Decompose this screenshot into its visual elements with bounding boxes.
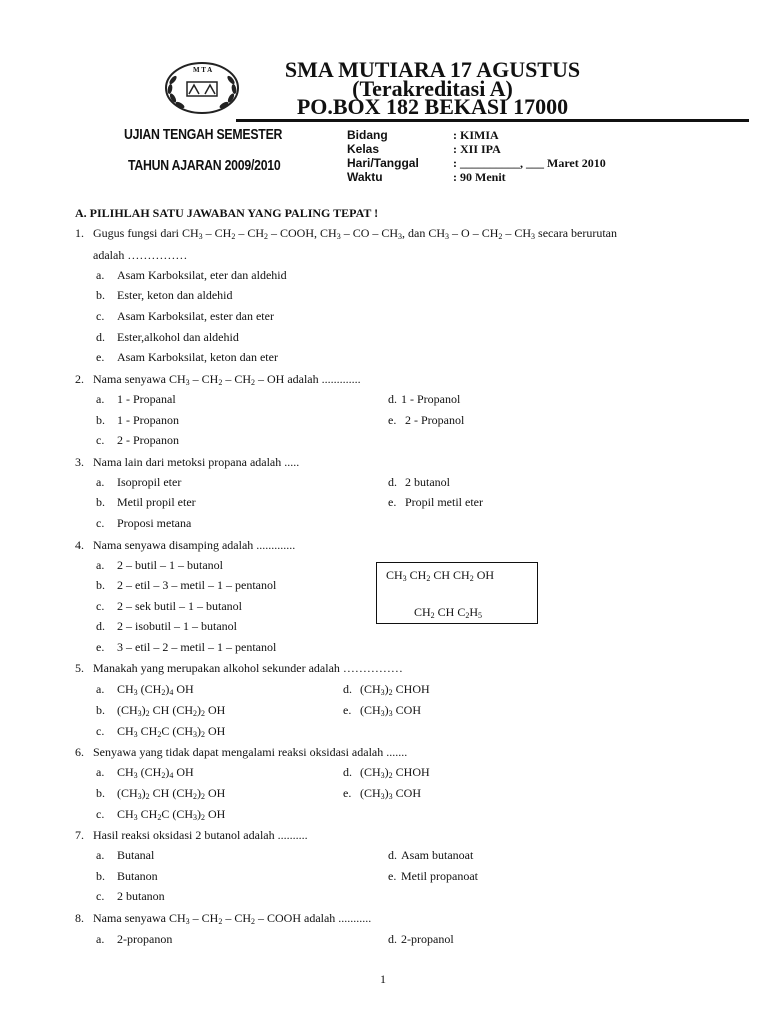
info-label-waktu: Waktu bbox=[347, 170, 383, 184]
question-3-number: 3. bbox=[75, 455, 84, 469]
q3-option-b[interactable]: Metil propil eter bbox=[117, 495, 196, 509]
question-2-text: Nama senyawa $CH_3 - CH_2 - CH_2$ – OH adalah ............. bbox=[93, 372, 361, 387]
q6-option-letter: c. bbox=[96, 807, 105, 821]
question-5-number: 5. bbox=[75, 661, 84, 675]
q5-option-letter: e. bbox=[343, 703, 352, 717]
q2-option-d[interactable]: 1 - Propanol bbox=[401, 392, 461, 406]
q7-option-a[interactable]: Butanal bbox=[117, 848, 155, 862]
q2-option-c[interactable]: 2 - Propanon bbox=[117, 433, 179, 447]
structure-line-2: $CH_2$ CH $C_2H_5$ bbox=[414, 605, 483, 620]
q5-option-letter: b. bbox=[96, 703, 105, 717]
q1-option-a[interactable]: Asam Karboksilat, eter dan aldehid bbox=[117, 268, 287, 282]
q4-option-a[interactable]: 2 – butil – 1 – butanol bbox=[117, 558, 223, 572]
q6-option-letter: d. bbox=[343, 765, 352, 779]
q4-option-letter: d. bbox=[96, 619, 105, 633]
q6-option-c[interactable]: $CH_3$ $CH_2C$ $(CH_3)_2$ OH bbox=[117, 807, 226, 822]
q5-option-letter: a. bbox=[96, 682, 105, 696]
question-7-text: Hasil reaksi oksidasi 2 butanol adalah .......... bbox=[93, 828, 308, 842]
q7-option-letter: c. bbox=[96, 889, 105, 903]
question-7-number: 7. bbox=[75, 828, 84, 842]
q2-option-e[interactable]: 2 - Propanol bbox=[405, 413, 465, 427]
q4-option-e[interactable]: 3 – etil – 2 – metil – 1 – pentanol bbox=[117, 640, 277, 654]
q3-option-c[interactable]: Proposi metana bbox=[117, 516, 192, 530]
section-a-title: A. PILIHLAH SATU JAWABAN YANG PALING TEPAT ! bbox=[75, 206, 379, 220]
q4-option-letter: e. bbox=[96, 640, 105, 654]
q3-option-letter: d. bbox=[388, 475, 397, 489]
q1-option-letter: e. bbox=[96, 350, 105, 364]
q1-option-letter: c. bbox=[96, 309, 105, 323]
logo-text: M T A bbox=[193, 66, 213, 74]
q6-option-a[interactable]: $CH_3$ $(CH_2)_4$ OH bbox=[117, 765, 194, 780]
q4-option-c[interactable]: 2 – sek butil – 1 – butanol bbox=[117, 599, 242, 613]
q5-option-letter: d. bbox=[343, 682, 352, 696]
q3-option-letter: e. bbox=[388, 495, 397, 509]
q6-option-d[interactable]: $(CH_3)_2$ CHOH bbox=[360, 765, 430, 780]
q2-option-letter: a. bbox=[96, 392, 105, 406]
q6-option-letter: b. bbox=[96, 786, 105, 800]
q5-option-d[interactable]: $(CH_3)_2$ CHOH bbox=[360, 682, 430, 697]
question-8-text: Nama senyawa $CH_3 - CH_2 - CH_2$ – COOH adalah ........... bbox=[93, 911, 372, 926]
info-label-kelas: Kelas bbox=[347, 142, 380, 156]
info-value-waktu: : 90 Menit bbox=[453, 170, 506, 184]
q2-option-a[interactable]: 1 - Propanal bbox=[117, 392, 176, 406]
q4-option-letter: a. bbox=[96, 558, 105, 572]
q5-option-letter: c. bbox=[96, 724, 105, 738]
q1-option-c[interactable]: Asam Karboksilat, ester dan eter bbox=[117, 309, 274, 323]
question-8-number: 8. bbox=[75, 911, 84, 925]
info-label-bidang: Bidang bbox=[347, 128, 388, 142]
q4-option-letter: b. bbox=[96, 578, 105, 592]
exam-title-line1: UJIAN TENGAH SEMESTER bbox=[124, 126, 283, 143]
q5-option-b[interactable]: $(CH_3)_2$ CH $(CH_2)_2$ OH bbox=[117, 703, 226, 718]
q7-option-letter: b. bbox=[96, 869, 105, 883]
q3-option-letter: a. bbox=[96, 475, 105, 489]
q5-option-c[interactable]: $CH_3$ $CH_2C$ $(CH_3)_2$ OH bbox=[117, 724, 226, 739]
structure-line-1: $CH_3$ $CH_2$ CH $CH_2$ OH bbox=[386, 568, 495, 583]
q7-option-letter: e. bbox=[388, 869, 397, 883]
q7-option-letter: a. bbox=[96, 848, 105, 862]
question-5-text: Manakah yang merupakan alkohol sekunder adalah …………… bbox=[93, 661, 403, 675]
school-name: SMA MUTIARA 17 AGUSTUS bbox=[284, 57, 581, 82]
q2-option-letter: b. bbox=[96, 413, 105, 427]
school-address: PO.BOX 182 BEKASI 17000 bbox=[296, 94, 569, 119]
q3-option-letter: b. bbox=[96, 495, 105, 509]
question-2-number: 2. bbox=[75, 372, 84, 386]
q7-option-c[interactable]: 2 butanon bbox=[117, 889, 165, 903]
accreditation: (Terakreditasi A) bbox=[352, 76, 513, 101]
q7-option-e[interactable]: Metil propanoat bbox=[401, 869, 478, 883]
info-label-hari: Hari/Tanggal bbox=[347, 156, 419, 170]
q2-option-letter: d. bbox=[388, 392, 397, 406]
q4-option-b[interactable]: 2 – etil – 3 – metil – 1 – pentanol bbox=[117, 578, 277, 592]
question-6-number: 6. bbox=[75, 745, 84, 759]
q4-option-letter: c. bbox=[96, 599, 105, 613]
q8-option-a[interactable]: 2-propanon bbox=[117, 932, 173, 946]
q7-option-letter: d. bbox=[388, 848, 397, 862]
question-1-number: 1. bbox=[75, 226, 84, 240]
q5-option-e[interactable]: $(CH_3)_3$ COH bbox=[360, 703, 422, 718]
info-value-bidang: : KIMIA bbox=[453, 128, 499, 142]
info-value-hari: : __________, ___ Maret 2010 bbox=[453, 156, 606, 170]
q8-option-letter: a. bbox=[96, 932, 105, 946]
q4-option-d[interactable]: 2 – isobutil – 1 – butanol bbox=[117, 619, 237, 633]
q1-option-e[interactable]: Asam Karboksilat, keton dan eter bbox=[117, 350, 278, 364]
q3-option-d[interactable]: 2 butanol bbox=[405, 475, 450, 489]
q1-option-d[interactable]: Ester,alkohol dan aldehid bbox=[117, 330, 239, 344]
q3-option-letter: c. bbox=[96, 516, 105, 530]
q2-option-letter: c. bbox=[96, 433, 105, 447]
q6-option-letter: e. bbox=[343, 786, 352, 800]
q7-option-b[interactable]: Butanon bbox=[117, 869, 158, 883]
info-value-kelas: : XII IPA bbox=[453, 142, 501, 156]
question-1-text-cont: adalah …………… bbox=[93, 248, 188, 262]
q7-option-d[interactable]: Asam butanoat bbox=[401, 848, 474, 862]
header-divider bbox=[236, 119, 749, 122]
q2-option-b[interactable]: 1 - Propanon bbox=[117, 413, 179, 427]
q8-option-d[interactable]: 2-propanol bbox=[401, 932, 454, 946]
question-4-text: Nama senyawa disamping adalah ............. bbox=[93, 538, 296, 552]
q1-option-letter: a. bbox=[96, 268, 105, 282]
q1-option-b[interactable]: Ester, keton dan aldehid bbox=[117, 288, 233, 302]
q5-option-a[interactable]: $CH_3$ $(CH_2)_4$ OH bbox=[117, 682, 194, 697]
question-4-number: 4. bbox=[75, 538, 84, 552]
q1-option-letter: d. bbox=[96, 330, 105, 344]
q8-option-letter: d. bbox=[388, 932, 397, 946]
q6-option-letter: a. bbox=[96, 765, 105, 779]
q6-option-e[interactable]: $(CH_3)_3$ COH bbox=[360, 786, 422, 801]
q2-option-letter: e. bbox=[388, 413, 397, 427]
q3-option-a[interactable]: Isopropil eter bbox=[117, 475, 182, 489]
question-6-text: Senyawa yang tidak dapat mengalami reaksi oksidasi adalah ....... bbox=[93, 745, 408, 759]
structure-box bbox=[376, 562, 538, 624]
q3-option-e[interactable]: Propil metil eter bbox=[405, 495, 483, 509]
question-3-text: Nama lain dari metoksi propana adalah ..... bbox=[93, 455, 300, 469]
question-1-text: Gugus fungsi dari $CH_3 - CH_2 - CH_2$ – COOH, $CH_3$ – CO – $CH_3$, dan $CH_3$ – O – $CH_2 - CH_3$ secara berurutan bbox=[93, 226, 617, 241]
q1-option-letter: b. bbox=[96, 288, 105, 302]
q6-option-b[interactable]: $(CH_3)_2$ CH $(CH_2)_2$ OH bbox=[117, 786, 226, 801]
exam-title-line2: TAHUN AJARAN 2009/2010 bbox=[128, 157, 281, 174]
page-number: 1 bbox=[380, 972, 386, 986]
